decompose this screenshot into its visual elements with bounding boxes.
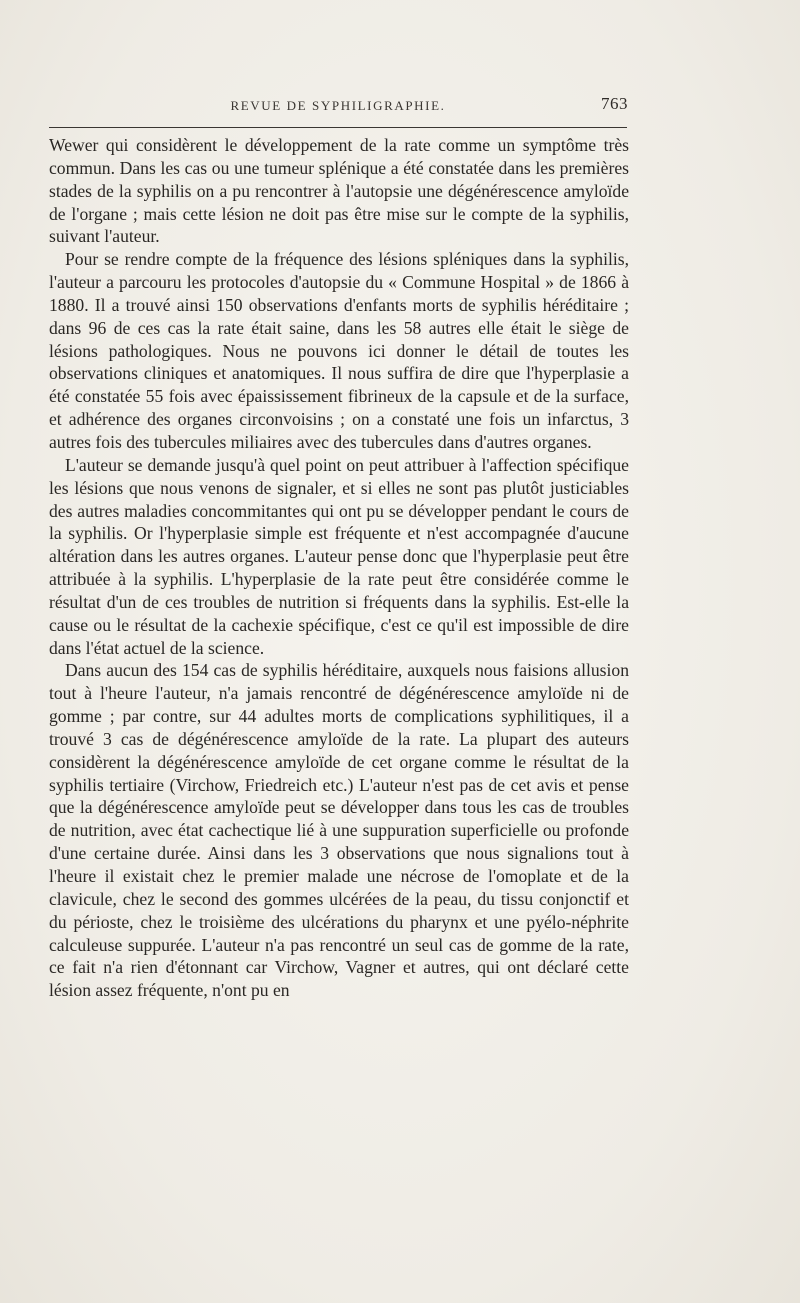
page-number: 763 xyxy=(601,94,628,113)
header-rule xyxy=(49,127,627,128)
running-head: REVUE DE SYPHILIGRAPHIE. xyxy=(230,98,446,113)
paragraph-3: L'auteur se demande jusqu'à quel point on peut attribuer à l'affection spécifique les lésions que nous venons de signaler, et si elles ne sont pas plutôt justiciables des autres maladies concommitantes qui ont pu se développer pendant le cours de la syphilis. Or l'hyperplasie simple est fréquente et n'est accompagnée d'aucune altération dans les autres organes. L'auteur pense donc que l'hyperplasie peut être attribuée à la syphilis. L'hyperplasie de la rate peut être considérée comme le résultat d'un de ces troubles de nutrition si fréquents dans la syphilis. Est-elle la cause ou le résultat de la cachexie spécifique, c'est ce qu'il est impossible de dire dans l'état actuel de la science. xyxy=(49,454,629,658)
paragraph-2: Pour se rendre compte de la fréquence des lésions spléniques dans la syphilis, l'auteur a parcouru les protocoles d'autopsie du « Commune Hospital » de 1866 à 1880. Il a trouvé ainsi 150 observations d'enfants morts de syphilis héréditaire ; dans 96 de ces cas la rate était saine, dans les 58 autres elle était le siège de lésions pathologiques. Nous ne pouvons ici donner le détail de toutes les observations cliniques et anatomiques. Il nous suffira de dire que l'hyperplasie a été constatée 55 fois avec épaississement fibrineux de la capsule et de la surface, et adhérence des organes circonvoisins ; on a constaté une fois un infarctus, 3 autres fois des tubercules miliaires avec des tubercules dans d'autres organes. xyxy=(49,249,629,452)
paragraph-1: Wewer qui considèrent le développement de la rate comme un symptôme très commun. Dans les cas ou une tumeur splénique a été constatée dans les premières stades de la syphilis on a pu rencontrer à l'autopsie une dégénérescence amyloïde de l'organe ; mais cette lésion ne doit pas être mise sur le compte de la syphilis, suivant l'auteur. xyxy=(49,135,629,247)
page-header xyxy=(48,92,628,120)
paragraph-4: Dans aucun des 154 cas de syphilis héréditaire, auxquels nous faisions allusion tout à l'heure l'auteur, n'a jamais rencontré de dégénérescence amyloïde ni de gomme ; par contre, sur 44 adultes morts de complications syphilitiques, il a trouvé 3 cas de dégénérescence amyloïde de la rate. La plupart des auteurs considèrent la dégénérescence amyloïde de cet organe comme le résultat de la syphilis tertiaire (Virchow, Friedreich etc.) L'auteur n'est pas de cet avis et pense que la dégénérescence amyloïde peut se développer dans tous les cas de troubles de nutrition, avec état cachectique lié à une suppuration superficielle ou profonde d'une certaine durée. Ainsi dans les 3 observations que nous signalions tout à l'heure il existait chez le premier malade une nécrose de l'omoplate et de la clavicule, chez le second des gommes ulcérées de la peau, du tissu conjonctif et du périoste, chez le troisième des ulcérations du pharynx et une pyélo-néphrite calculeuse suppurée. L'auteur n'a pas rencontré un seul cas de gomme de la rate, ce fait n'a rien d'étonnant car Virchow, Vagner et autres, qui ont déclaré cette lésion assez fréquente, n'ont pu en xyxy=(49,660,629,1001)
body-text xyxy=(49,134,629,1002)
